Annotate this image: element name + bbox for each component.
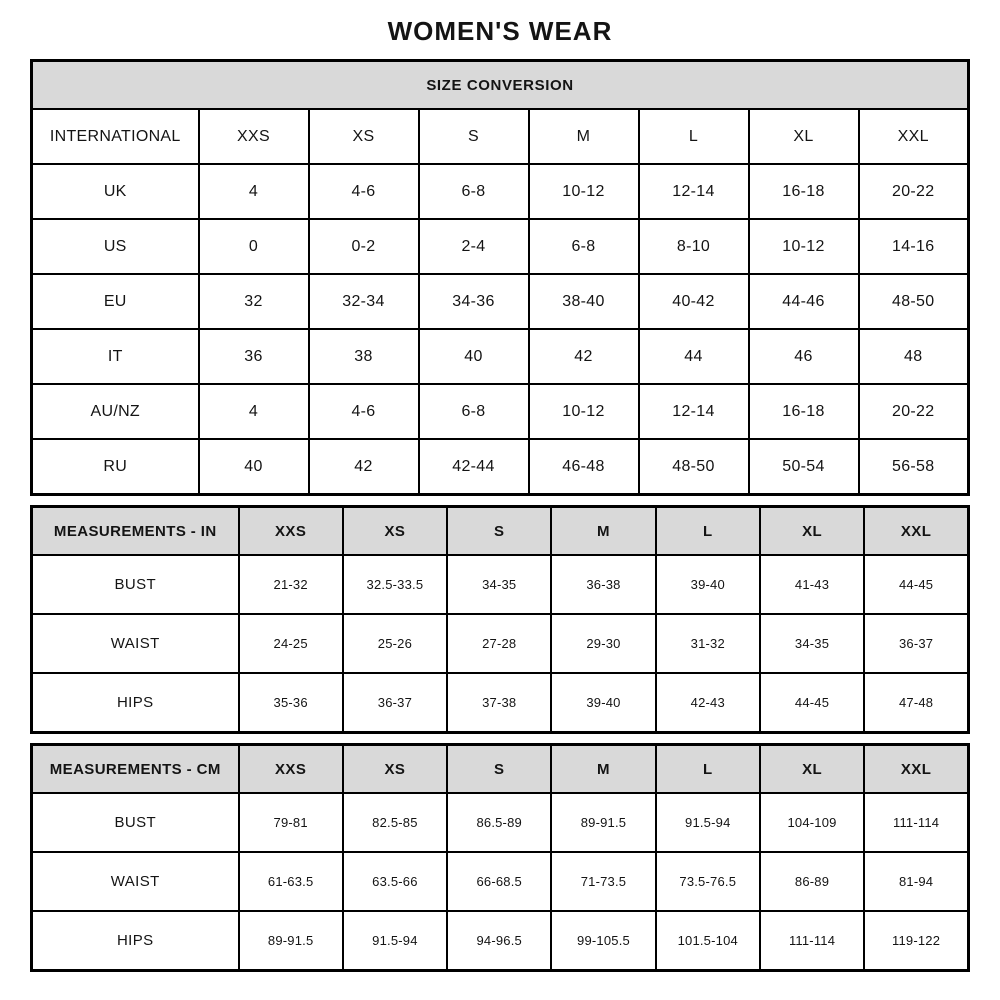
value-cell: 6-8 <box>419 164 529 219</box>
row-label: UK <box>32 164 199 219</box>
value-cell: 46-48 <box>529 439 639 495</box>
value-cell: 71-73.5 <box>551 852 655 911</box>
row-label-header: INTERNATIONAL <box>32 109 199 164</box>
size-column-header: S <box>447 745 551 794</box>
value-cell: 44-46 <box>749 274 859 329</box>
table-row <box>32 274 969 329</box>
value-cell: 39-40 <box>551 673 655 733</box>
value-cell: 81-94 <box>864 852 968 911</box>
size-column-header: L <box>656 745 760 794</box>
value-cell: 79-81 <box>239 793 343 852</box>
value-cell: 35-36 <box>239 673 343 733</box>
size-column-header: XL <box>749 109 859 164</box>
table-row <box>32 384 969 439</box>
value-cell: 56-58 <box>859 439 969 495</box>
value-cell: 86.5-89 <box>447 793 551 852</box>
value-cell: 21-32 <box>239 555 343 614</box>
row-label: HIPS <box>32 673 239 733</box>
size-column-header: S <box>419 109 529 164</box>
size-column-header: XS <box>343 507 447 556</box>
value-cell: 40-42 <box>639 274 749 329</box>
value-cell: 32-34 <box>309 274 419 329</box>
row-label: IT <box>32 329 199 384</box>
value-cell: 0 <box>199 219 309 274</box>
size-column-header: XL <box>760 507 864 556</box>
value-cell: 66-68.5 <box>447 852 551 911</box>
value-cell: 42-44 <box>419 439 529 495</box>
value-cell: 61-63.5 <box>239 852 343 911</box>
table-row <box>32 852 969 911</box>
value-cell: 14-16 <box>859 219 969 274</box>
value-cell: 89-91.5 <box>239 911 343 971</box>
table-row <box>32 673 969 733</box>
size-conversion-table <box>30 59 970 496</box>
value-cell: 16-18 <box>749 384 859 439</box>
size-column-header: M <box>551 507 655 556</box>
value-cell: 44-45 <box>760 673 864 733</box>
size-column-header: M <box>551 745 655 794</box>
value-cell: 24-25 <box>239 614 343 673</box>
value-cell: 119-122 <box>864 911 968 971</box>
size-column-header: XXS <box>239 745 343 794</box>
table-row <box>32 911 969 971</box>
value-cell: 4 <box>199 384 309 439</box>
size-column-header: XXL <box>864 507 968 556</box>
row-label: HIPS <box>32 911 239 971</box>
value-cell: 111-114 <box>760 911 864 971</box>
value-cell: 4-6 <box>309 384 419 439</box>
size-column-header: XXS <box>239 507 343 556</box>
table-row <box>32 793 969 852</box>
table-row <box>32 329 969 384</box>
value-cell: 46 <box>749 329 859 384</box>
table-header-row <box>32 109 969 164</box>
size-column-header: XXL <box>859 109 969 164</box>
value-cell: 4 <box>199 164 309 219</box>
value-cell: 6-8 <box>529 219 639 274</box>
value-cell: 36-38 <box>551 555 655 614</box>
value-cell: 36 <box>199 329 309 384</box>
value-cell: 101.5-104 <box>656 911 760 971</box>
value-cell: 0-2 <box>309 219 419 274</box>
table-row <box>32 439 969 495</box>
value-cell: 29-30 <box>551 614 655 673</box>
row-label: WAIST <box>32 852 239 911</box>
value-cell: 94-96.5 <box>447 911 551 971</box>
value-cell: 86-89 <box>760 852 864 911</box>
value-cell: 42-43 <box>656 673 760 733</box>
value-cell: 31-32 <box>656 614 760 673</box>
table-row <box>32 164 969 219</box>
table-title-row <box>32 61 969 110</box>
tables-container <box>30 59 970 972</box>
value-cell: 99-105.5 <box>551 911 655 971</box>
value-cell: 8-10 <box>639 219 749 274</box>
value-cell: 40 <box>419 329 529 384</box>
size-column-header: L <box>656 507 760 556</box>
value-cell: 48-50 <box>859 274 969 329</box>
value-cell: 10-12 <box>529 164 639 219</box>
value-cell: 44-45 <box>864 555 968 614</box>
value-cell: 12-14 <box>639 164 749 219</box>
value-cell: 41-43 <box>760 555 864 614</box>
value-cell: 2-4 <box>419 219 529 274</box>
value-cell: 12-14 <box>639 384 749 439</box>
value-cell: 20-22 <box>859 384 969 439</box>
value-cell: 104-109 <box>760 793 864 852</box>
value-cell: 20-22 <box>859 164 969 219</box>
table-header-row <box>32 507 969 556</box>
value-cell: 34-36 <box>419 274 529 329</box>
value-cell: 91.5-94 <box>343 911 447 971</box>
value-cell: 47-48 <box>864 673 968 733</box>
value-cell: 36-37 <box>864 614 968 673</box>
size-column-header: XS <box>343 745 447 794</box>
value-cell: 42 <box>529 329 639 384</box>
measurements-in-table <box>30 505 970 734</box>
table-row <box>32 614 969 673</box>
row-label: WAIST <box>32 614 239 673</box>
table-row <box>32 555 969 614</box>
row-label: US <box>32 219 199 274</box>
page-title: WOMEN'S WEAR <box>387 16 613 46</box>
row-label-header: MEASUREMENTS - IN <box>32 507 239 556</box>
value-cell: 25-26 <box>343 614 447 673</box>
measurements-cm-table <box>30 743 970 972</box>
size-column-header: XXS <box>199 109 309 164</box>
value-cell: 40 <box>199 439 309 495</box>
table-title: SIZE CONVERSION <box>32 61 969 110</box>
value-cell: 36-37 <box>343 673 447 733</box>
size-column-header: XXL <box>864 745 968 794</box>
value-cell: 34-35 <box>447 555 551 614</box>
row-label: RU <box>32 439 199 495</box>
value-cell: 82.5-85 <box>343 793 447 852</box>
size-column-header: XS <box>309 109 419 164</box>
table-header-row <box>32 745 969 794</box>
value-cell: 32.5-33.5 <box>343 555 447 614</box>
value-cell: 34-35 <box>760 614 864 673</box>
row-label: BUST <box>32 793 239 852</box>
row-label: BUST <box>32 555 239 614</box>
value-cell: 16-18 <box>749 164 859 219</box>
value-cell: 27-28 <box>447 614 551 673</box>
value-cell: 37-38 <box>447 673 551 733</box>
table-row <box>32 219 969 274</box>
size-column-header: L <box>639 109 749 164</box>
value-cell: 63.5-66 <box>343 852 447 911</box>
value-cell: 38 <box>309 329 419 384</box>
size-column-header: S <box>447 507 551 556</box>
size-column-header: M <box>529 109 639 164</box>
value-cell: 4-6 <box>309 164 419 219</box>
value-cell: 6-8 <box>419 384 529 439</box>
value-cell: 10-12 <box>749 219 859 274</box>
value-cell: 91.5-94 <box>656 793 760 852</box>
value-cell: 89-91.5 <box>551 793 655 852</box>
value-cell: 111-114 <box>864 793 968 852</box>
row-label-header: MEASUREMENTS - CM <box>32 745 239 794</box>
row-label: AU/NZ <box>32 384 199 439</box>
value-cell: 32 <box>199 274 309 329</box>
value-cell: 48-50 <box>639 439 749 495</box>
value-cell: 38-40 <box>529 274 639 329</box>
value-cell: 50-54 <box>749 439 859 495</box>
value-cell: 39-40 <box>656 555 760 614</box>
value-cell: 42 <box>309 439 419 495</box>
value-cell: 73.5-76.5 <box>656 852 760 911</box>
value-cell: 44 <box>639 329 749 384</box>
value-cell: 10-12 <box>529 384 639 439</box>
row-label: EU <box>32 274 199 329</box>
value-cell: 48 <box>859 329 969 384</box>
size-column-header: XL <box>760 745 864 794</box>
